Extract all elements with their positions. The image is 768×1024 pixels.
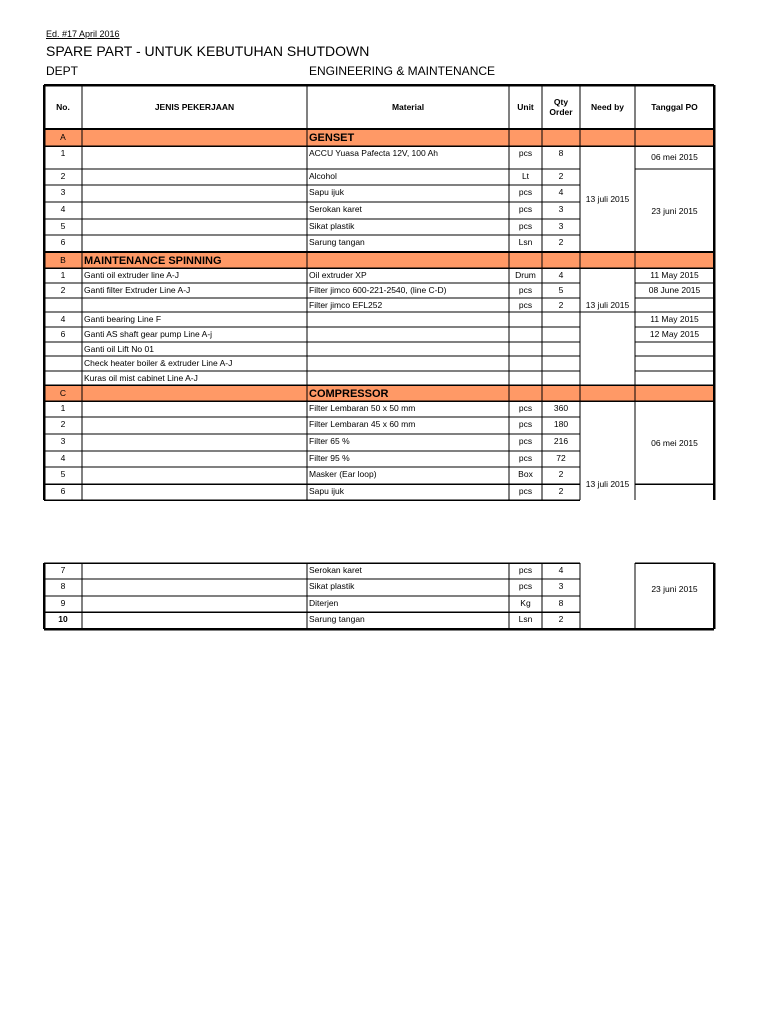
unit-cell: pcs [518, 300, 533, 310]
qty-cell: 180 [553, 419, 569, 429]
section-fill [509, 129, 542, 146]
material-cell: Filter Lembaran 45 x 60 mm [309, 419, 416, 429]
material-cell: Filter Lembaran 50 x 50 mm [309, 403, 416, 413]
need-by-cell: 13 juli 2015 [585, 479, 630, 489]
qty-cell: 4 [558, 270, 564, 280]
tanggal-po-cell: 12 May 2015 [649, 329, 700, 339]
qty-cell: 3 [558, 204, 564, 214]
row-number: 4 [60, 314, 66, 324]
tanggal-po-cell: 06 mei 2015 [651, 152, 698, 162]
jenis-pekerjaan-cell: Kuras oil mist cabinet Line A-J [84, 373, 198, 383]
material-cell: ACCU Yuasa Pafecta 12V, 100 Ah [309, 148, 439, 158]
tanggal-po-cell: 11 May 2015 [650, 314, 699, 324]
section-fill [580, 252, 635, 268]
need-by-cell: 13 juli 2015 [585, 300, 630, 310]
section-fill [635, 252, 714, 268]
qty-cell: 4 [558, 565, 564, 575]
tanggal-po-cell: 23 juni 2015 [651, 584, 698, 594]
material-cell: Alcohol [309, 171, 337, 181]
row-number: 5 [60, 221, 66, 231]
unit-cell: pcs [518, 486, 533, 496]
unit-cell: pcs [518, 403, 533, 413]
row-number: 1 [60, 148, 66, 158]
material-cell: Masker (Ear loop) [309, 469, 377, 479]
qty-cell: 360 [553, 403, 569, 413]
section-letter: C [59, 388, 67, 398]
header-need-by: Need by [590, 102, 625, 112]
section-fill [82, 385, 307, 401]
row-number: 2 [60, 419, 66, 429]
material-cell: Filter 65 % [309, 436, 350, 446]
qty-cell: 5 [558, 285, 564, 295]
unit-cell: pcs [518, 148, 533, 158]
unit-cell: Lsn [518, 614, 533, 624]
dept-label: DEPT [46, 64, 79, 78]
header-no: No. [56, 102, 70, 112]
section-fill [307, 252, 509, 268]
material-cell: Sarung tangan [309, 237, 365, 247]
unit-cell: Lsn [518, 237, 533, 247]
unit-cell: Lt [521, 171, 530, 181]
header-material: Material [391, 102, 425, 112]
qty-cell: 2 [558, 300, 564, 310]
unit-cell: Kg [520, 598, 531, 608]
unit-cell: pcs [518, 581, 533, 591]
section-fill [509, 385, 542, 401]
row-number: 10 [58, 614, 68, 624]
qty-cell: 8 [558, 598, 564, 608]
section-title-maintenance-spinning: MAINTENANCE SPINNING [84, 255, 222, 267]
unit-cell: pcs [518, 204, 533, 214]
section-letter: A [60, 132, 66, 142]
material-cell: Filter 95 % [309, 453, 350, 463]
dept-value: ENGINEERING & MAINTENANCE [309, 64, 496, 78]
header-order: Order [549, 107, 573, 117]
row-number: 5 [60, 469, 66, 479]
jenis-pekerjaan-cell: Ganti AS shaft gear pump Line A-j [84, 329, 213, 339]
material-cell: Filter jimco 600-221-2540, (line C-D) [309, 285, 447, 295]
need-by-cell: 13 juli 2015 [585, 194, 630, 204]
row-number: 2 [60, 171, 66, 181]
header-jenis-pekerjaan: JENIS PEKERJAAN [154, 102, 235, 112]
jenis-pekerjaan-cell: Ganti filter Extruder Line A-J [84, 285, 191, 295]
section-fill [580, 129, 635, 146]
header-tanggal-po: Tanggal PO [651, 102, 698, 112]
row-number: 7 [60, 565, 66, 575]
row-number: 8 [60, 581, 66, 591]
material-cell: Sikat plastik [309, 221, 355, 231]
section-title-compressor: COMPRESSOR [309, 388, 389, 400]
tanggal-po-cell: 06 mei 2015 [651, 438, 698, 448]
jenis-pekerjaan-cell: Ganti oil extruder line A-J [84, 270, 179, 280]
material-cell: Sarung tangan [309, 614, 365, 624]
header-qty: Qty [553, 97, 569, 107]
section-title-genset: GENSET [309, 132, 355, 144]
material-cell: Serokan karet [309, 565, 362, 575]
section-fill [635, 129, 714, 146]
qty-cell: 72 [556, 453, 566, 463]
row-number: 1 [60, 403, 66, 413]
section-fill [509, 252, 542, 268]
tanggal-po-cell: 23 juni 2015 [651, 206, 698, 216]
qty-cell: 2 [558, 171, 564, 181]
unit-cell: pcs [518, 419, 533, 429]
row-number: 6 [60, 486, 66, 496]
row-number: 6 [60, 237, 66, 247]
material-cell: Sapu ijuk [309, 187, 344, 197]
row-number: 6 [60, 329, 66, 339]
jenis-pekerjaan-cell: Ganti bearing Line F [84, 314, 162, 324]
section-fill [635, 385, 714, 401]
section-fill [542, 252, 580, 268]
qty-cell: 4 [558, 187, 564, 197]
qty-cell: 3 [558, 581, 564, 591]
section-fill [82, 129, 307, 146]
unit-cell: pcs [518, 436, 533, 446]
unit-cell: pcs [518, 453, 533, 463]
jenis-pekerjaan-cell: Ganti oil Lift No 01 [84, 344, 154, 354]
unit-cell: Drum [515, 270, 536, 280]
row-number: 3 [60, 436, 66, 446]
material-cell: Filter jimco EFL252 [309, 300, 383, 310]
unit-cell: pcs [518, 565, 533, 575]
unit-cell: pcs [518, 285, 533, 295]
tanggal-po-cell: 11 May 2015 [650, 270, 699, 280]
section-fill [542, 129, 580, 146]
material-cell: Serokan karet [309, 204, 362, 214]
jenis-pekerjaan-cell: Check heater boiler & extruder Line A-J [84, 358, 233, 368]
row-number: 2 [60, 285, 66, 295]
qty-cell: 2 [558, 469, 564, 479]
row-number: 9 [60, 598, 66, 608]
tanggal-po-cell: 08 June 2015 [648, 285, 701, 295]
qty-cell: 3 [558, 221, 564, 231]
qty-cell: 2 [558, 237, 564, 247]
section-letter: B [60, 255, 66, 265]
material-cell: Sapu ijuk [309, 486, 344, 496]
material-cell: Diterjen [309, 598, 339, 608]
page-title: SPARE PART - UNTUK KEBUTUHAN SHUTDOWN [46, 43, 370, 59]
section-fill [542, 385, 580, 401]
material-cell: Oil extruder XP [309, 270, 367, 280]
qty-cell: 2 [558, 614, 564, 624]
row-number: 4 [60, 453, 66, 463]
row-number: 3 [60, 187, 66, 197]
material-cell: Sikat plastik [309, 581, 355, 591]
row-number: 1 [60, 270, 66, 280]
row-number: 4 [60, 204, 66, 214]
unit-cell: Box [518, 469, 533, 479]
qty-cell: 216 [553, 436, 569, 446]
section-fill [580, 385, 635, 401]
unit-cell: pcs [518, 187, 533, 197]
header-unit: Unit [517, 102, 534, 112]
edition-label: Ed. #17 April 2016 [46, 29, 120, 39]
qty-cell: 8 [558, 148, 564, 158]
unit-cell: pcs [518, 221, 533, 231]
qty-cell: 2 [558, 486, 564, 496]
